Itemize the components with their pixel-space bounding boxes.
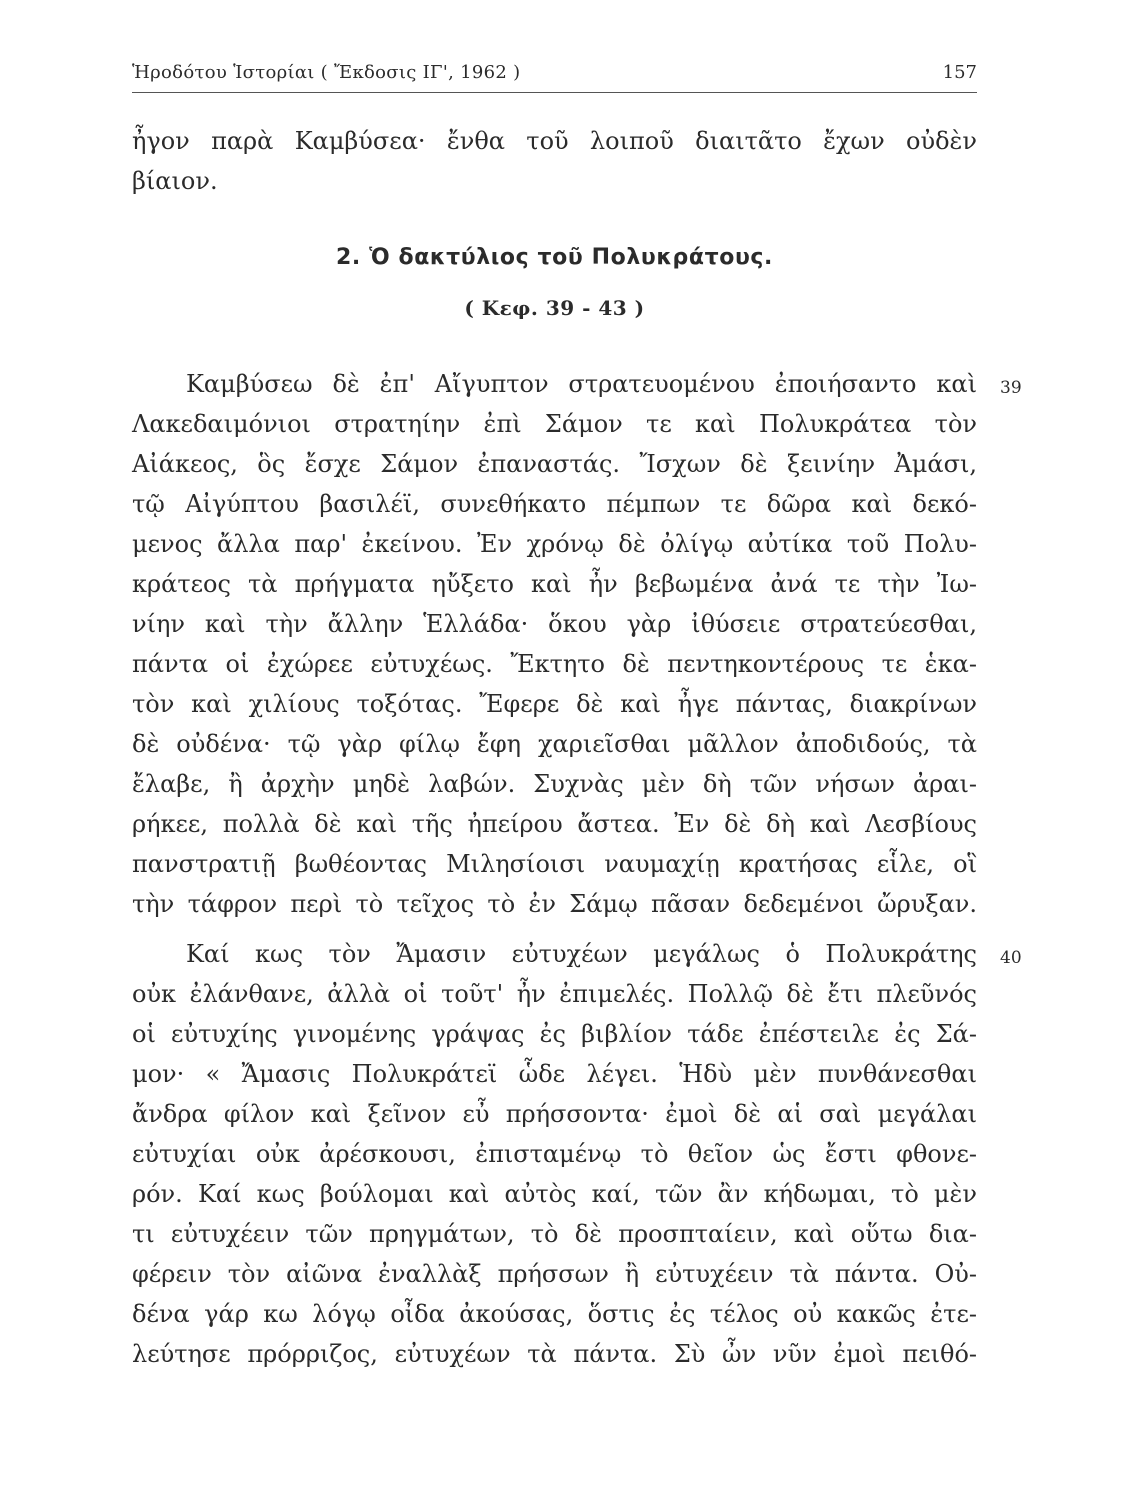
text-line: τι εὐτυχέειν τῶν πρηγμάτων, τὸ δὲ προσπταίειν, καὶ οὕτω δια- xyxy=(132,1220,977,1248)
text-line: νίην καὶ τὴν ἄλλην Ἑλλάδα· ὅκου γὰρ ἰθύσειε στρατεύεσθαι, xyxy=(132,610,977,638)
text-line: κράτεος τὰ πρήγματα ηὔξετο καὶ ἦν βεβωμένα ἀνά τε τὴν Ἰω- xyxy=(132,570,977,598)
text-line: ρόν. Καί κως βούλομαι καὶ αὐτὸς καί, τῶν ἂν κήδωμαι, τὸ μὲν xyxy=(132,1180,977,1208)
chapter-range: ( Κεφ. 39 - 43 ) xyxy=(464,296,645,320)
text-line: τὴν τάφρον περὶ τὸ τεῖχος τὸ ἐν Σάμῳ πᾶσαν δεδεμένοι ὤρυξαν. xyxy=(132,890,977,918)
margin-number-39: 39 xyxy=(1000,378,1022,398)
text-line: βίαιον. xyxy=(132,167,218,195)
text-line: οἱ εὐτυχίης γινομένης γράψας ἐς βιβλίον τάδε ἐπέστειλε ἐς Σά- xyxy=(132,1020,977,1048)
text-line: τὸν καὶ χιλίους τοξότας. Ἔφερε δὲ καὶ ἦγε πάντας, διακρίνων xyxy=(132,690,977,718)
text-line: μον· « Ἄμασις Πολυκράτεϊ ὧδε λέγει. Ἡδὺ μὲν πυνθάνεσθαι xyxy=(132,1060,977,1088)
text-line: τῷ Αἰγύπτου βασιλέϊ, συνεθήκατο πέμπων τε δῶρα καὶ δεκό- xyxy=(132,490,977,518)
text-line: Καί κως τὸν Ἄμασιν εὐτυχέων μεγάλως ὁ Πολυκράτης xyxy=(186,940,977,968)
text-line: οὐκ ἐλάνθανε, ἀλλὰ οἱ τοῦτ' ἦν ἐπιμελές. Πολλῷ δὲ ἔτι πλεῦνός xyxy=(132,980,977,1008)
text-line: ρήκεε, πολλὰ δὲ καὶ τῆς ἠπείρου ἄστεα. Ἐν δὲ δὴ καὶ Λεσβίους xyxy=(132,810,977,838)
section-heading: 2. Ὁ δακτύλιος τοῦ Πολυκράτους. xyxy=(335,245,774,270)
text-line: φέρειν τὸν αἰῶνα ἐναλλὰξ πρήσσων ἢ εὐτυχέειν τὰ πάντα. Οὐ- xyxy=(132,1260,977,1288)
text-line: ἄνδρα φίλον καὶ ξεῖνον εὖ πρήσσοντα· ἐμοὶ δὲ αἱ σαὶ μεγάλαι xyxy=(132,1100,977,1128)
text-line: δὲ οὐδένα· τῷ γὰρ φίλῳ ἔφη χαριεῖσθαι μᾶλλον ἀποδιδούς, τὰ xyxy=(132,730,977,758)
text-line: πάντα οἱ ἐχώρεε εὐτυχέως. Ἔκτητο δὲ πεντηκοντέρους τε ἑκα- xyxy=(132,650,977,678)
text-line: Καμβύσεω δὲ ἐπ' Αἴγυπτον στρατευομένου ἐποιήσαντο καὶ xyxy=(186,370,977,398)
margin-number-40: 40 xyxy=(1000,948,1022,968)
page-number: 157 xyxy=(942,62,977,83)
text-line: εὐτυχίαι οὐκ ἀρέσκουσι, ἐπισταμένῳ τὸ θεῖον ὡς ἔστι φθονε- xyxy=(132,1140,977,1168)
text-line: Αἰάκεος, ὃς ἔσχε Σάμον ἐπαναστάς. Ἴσχων δὲ ξεινίην Ἀμάσι, xyxy=(132,450,977,478)
text-line: ἔλαβε, ἢ ἀρχὴν μηδὲ λαβών. Συχνὰς μὲν δὴ τῶν νήσων ἀραι- xyxy=(132,770,977,798)
text-line: Λακεδαιμόνιοι στρατηίην ἐπὶ Σάμον τε καὶ Πολυκράτεα τὸν xyxy=(132,410,977,438)
text-line: πανστρατιῇ βωθέοντας Μιλησίοισι ναυμαχίῃ κρατήσας εἷλε, οἳ xyxy=(132,850,977,878)
text-line: μενος ἄλλα παρ' ἐκείνου. Ἐν χρόνῳ δὲ ὀλίγῳ αὐτίκα τοῦ Πολυ- xyxy=(132,530,977,558)
text-line: λεύτησε πρόρριζος, εὐτυχέων τὰ πάντα. Σὺ ὦν νῦν ἐμοὶ πειθό- xyxy=(132,1340,977,1368)
text-line: ἦγον παρὰ Καμβύσεα· ἔνθα τοῦ λοιποῦ διαιτᾶτο ἔχων οὐδὲν xyxy=(132,127,977,155)
running-head-title: Ἡροδότου Ἱστορίαι ( Ἔκδοσις ΙΓ', 1962 ) xyxy=(132,62,521,83)
text-line: δένα γάρ κω λόγῳ οἶδα ἀκούσας, ὅστις ἐς τέλος οὐ κακῶς ἐτε- xyxy=(132,1300,977,1328)
running-head xyxy=(132,52,977,93)
